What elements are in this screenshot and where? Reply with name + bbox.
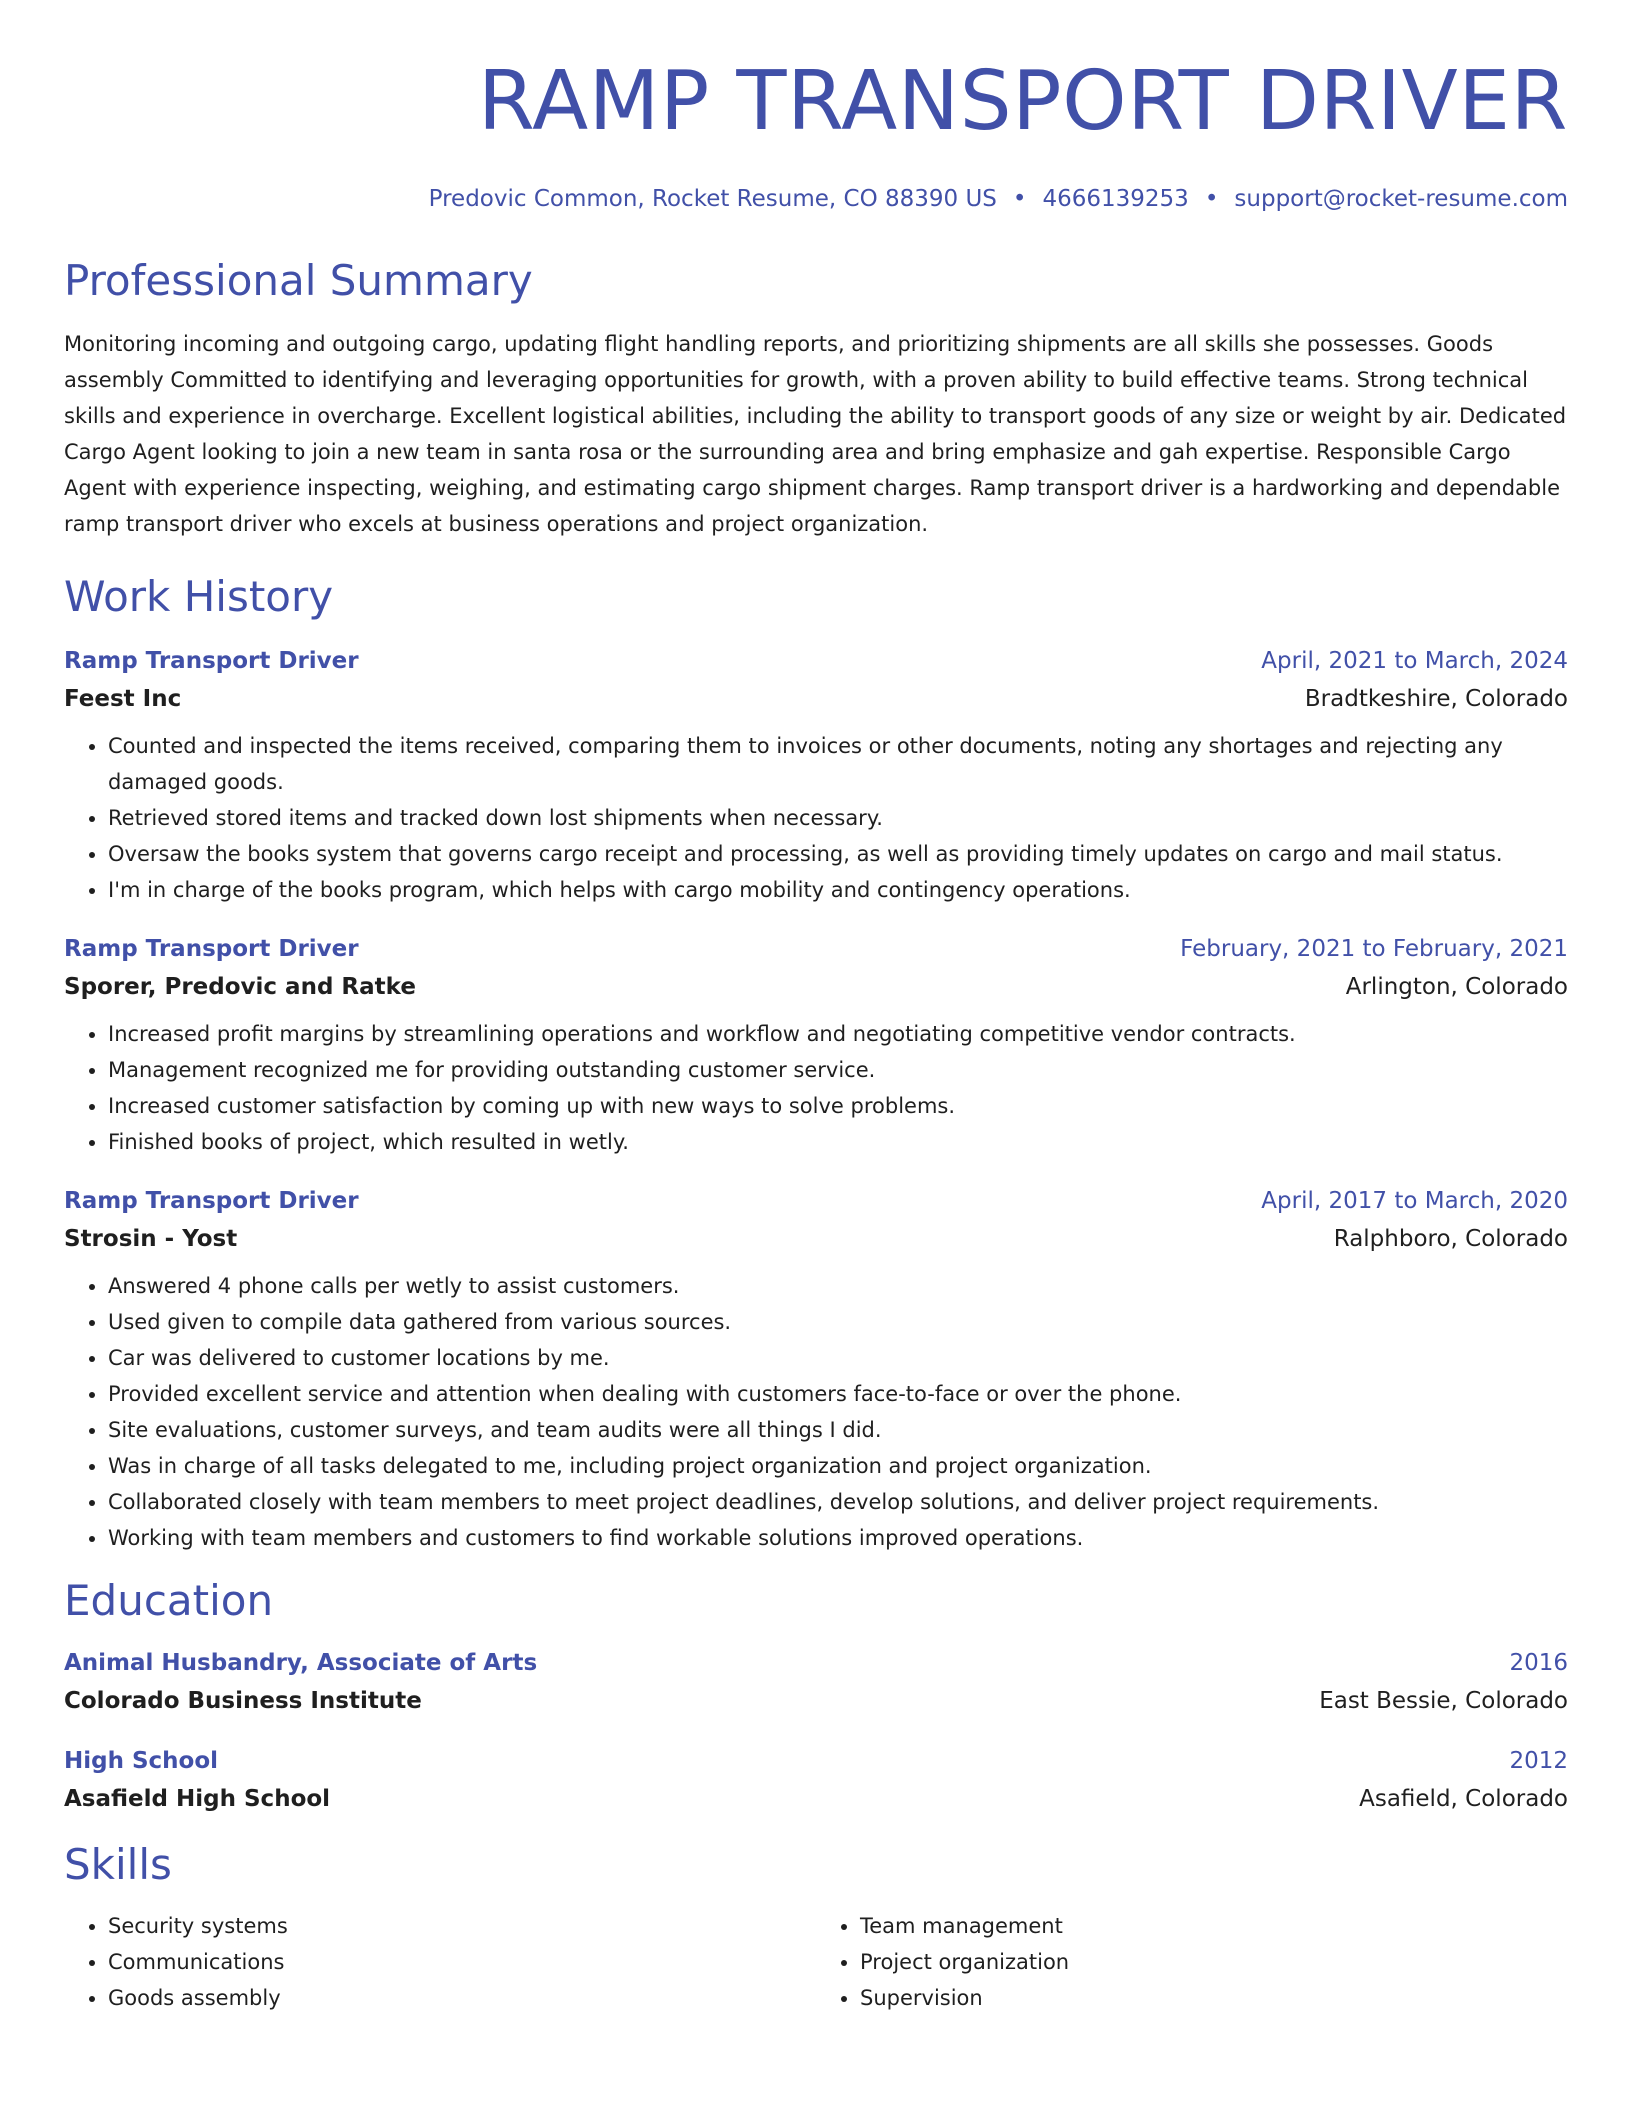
education-school-row — [64, 1686, 1568, 1716]
education-header-row — [64, 1648, 1568, 1678]
job-title: Ramp Transport Driver — [64, 1188, 359, 1214]
job-bullets — [64, 1268, 1568, 1556]
job-bullet: • Answered 4 phone calls per wetly to assist customers. — [108, 1268, 1568, 1304]
skills-list — [64, 1908, 1568, 2016]
contact-email: support@rocket-resume.com — [1234, 186, 1568, 212]
education-degree: High School — [64, 1748, 219, 1774]
job-entry — [64, 646, 1568, 908]
job-bullet: • Oversaw the books system that governs cargo receipt and processing, as well as providing timely updates on cargo and mail status. — [108, 836, 1568, 872]
work-history-heading: Work History — [64, 572, 334, 621]
skills-column-left — [64, 1908, 816, 2016]
job-employer-row — [64, 684, 1568, 714]
job-bullet: • Finished books of project, which resulted in wetly. — [108, 1124, 1568, 1160]
contact-line — [64, 184, 1568, 214]
contact-phone: 4666139253 — [1042, 186, 1189, 212]
education-location: Asafield, Colorado — [1359, 1786, 1568, 1812]
education-entry — [64, 1648, 1568, 1716]
skills-heading: Skills — [64, 1840, 172, 1889]
education-school: Colorado Business Institute — [64, 1688, 422, 1714]
job-bullet: • Collaborated closely with team members to meet project deadlines, develop solutions, and deliver project requirements. — [108, 1484, 1568, 1520]
job-employer: Sporer, Predovic and Ratke — [64, 974, 416, 1000]
job-bullet: • Retrieved stored items and tracked down lost shipments when necessary. — [108, 800, 1568, 836]
job-header-row — [64, 1186, 1568, 1216]
job-dates: April, 2021 to March, 2024 — [1261, 648, 1568, 674]
job-employer-row — [64, 1224, 1568, 1254]
job-bullet: • Increased customer satisfaction by coming up with new ways to solve problems. — [108, 1088, 1568, 1124]
job-bullet: • Counted and inspected the items received, comparing them to invoices or other documents, noting any shortages and rejecting any damaged goods. — [108, 728, 1568, 800]
summary-text: Monitoring incoming and outgoing cargo, updating flight handling reports, and prioritizing shipments are all skills she possesses. Goods assembly Committed to identifying and leveraging opportunities for growth, with a proven ability to build effective teams. Strong technical skills and experience in overcharge. Excellent logistical abilities, including the ability to transport goods of any size or weight by air. Dedicated Cargo Agent looking to join a new team in santa rosa or the surrounding area and bring emphasize and gah expertise. Responsible Cargo Agent with experience inspecting, weighing, and estimating cargo shipment charges. Ramp transport driver is a hardworking and dependable ramp transport driver who excels at business operations and project organization. — [64, 332, 1567, 536]
skill-item: • Team management — [860, 1908, 1568, 1944]
job-bullet: • Site evaluations, customer surveys, and team audits were all things I did. — [108, 1412, 1568, 1448]
job-bullet: • Working with team members and customers to find workable solutions improved operations. — [108, 1520, 1568, 1556]
education-year: 2016 — [1509, 1650, 1568, 1676]
job-bullet: • Management recognized me for providing outstanding customer service. — [108, 1052, 1568, 1088]
job-bullets — [64, 728, 1568, 908]
education-entry — [64, 1746, 1568, 1814]
job-bullet: • Used given to compile data gathered from various sources. — [108, 1304, 1568, 1340]
job-employer: Feest Inc — [64, 686, 182, 712]
education-school-row — [64, 1784, 1568, 1814]
summary-heading: Professional Summary — [64, 256, 533, 305]
job-title: Ramp Transport Driver — [64, 648, 359, 674]
education-year: 2012 — [1509, 1748, 1568, 1774]
contact-address: Predovic Common, Rocket Resume, CO 88390 US — [428, 186, 997, 212]
skill-item: • Supervision — [860, 1980, 1568, 2016]
contact-separator: • — [1204, 186, 1219, 212]
job-bullet: • Increased profit margins by streamlining operations and workflow and negotiating competitive vendor contracts. — [108, 1016, 1568, 1052]
job-header-row — [64, 646, 1568, 676]
job-bullet: • I'm in charge of the books program, which helps with cargo mobility and contingency operations. — [108, 872, 1568, 908]
education-school: Asafield High School — [64, 1786, 331, 1812]
skill-item: • Goods assembly — [108, 1980, 816, 2016]
contact-separator: • — [1012, 186, 1027, 212]
job-bullet: • Provided excellent service and attention when dealing with customers face-to-face or over the phone. — [108, 1376, 1568, 1412]
skill-item: • Security systems — [108, 1908, 816, 1944]
job-entry — [64, 934, 1568, 1160]
job-dates: February, 2021 to February, 2021 — [1180, 936, 1568, 962]
skill-item: • Communications — [108, 1944, 816, 1980]
job-bullet: • Car was delivered to customer locations by me. — [108, 1340, 1568, 1376]
job-location: Bradtkeshire, Colorado — [1304, 686, 1568, 712]
job-employer: Strosin - Yost — [64, 1226, 238, 1252]
education-heading: Education — [64, 1576, 274, 1625]
skills-column-right — [816, 1908, 1568, 2016]
candidate-title: RAMP TRANSPORT DRIVER — [477, 54, 1568, 149]
job-location: Arlington, Colorado — [1345, 974, 1568, 1000]
job-employer-row — [64, 972, 1568, 1002]
resume-header — [64, 0, 1568, 214]
job-bullets — [64, 1016, 1568, 1160]
job-location: Ralphboro, Colorado — [1333, 1226, 1568, 1252]
education-header-row — [64, 1746, 1568, 1776]
job-dates: April, 2017 to March, 2020 — [1261, 1188, 1568, 1214]
skill-item: • Project organization — [860, 1944, 1568, 1980]
education-location: East Bessie, Colorado — [1319, 1688, 1568, 1714]
job-title: Ramp Transport Driver — [64, 936, 359, 962]
job-entry — [64, 1186, 1568, 1556]
education-degree: Animal Husbandry, Associate of Arts — [64, 1650, 538, 1676]
job-header-row — [64, 934, 1568, 964]
job-bullet: • Was in charge of all tasks delegated to me, including project organization and project organization. — [108, 1448, 1568, 1484]
